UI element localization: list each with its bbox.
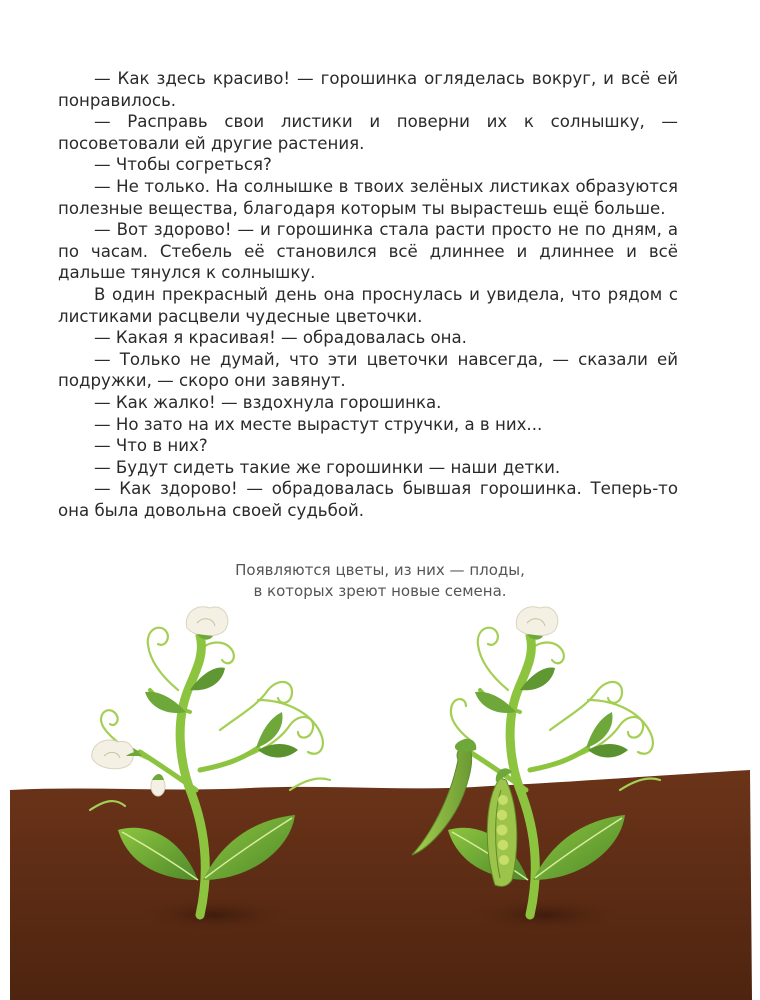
flower: [186, 607, 228, 640]
caption-line: Появляются цветы, из них — плоды,: [235, 561, 525, 579]
flower: [92, 740, 142, 769]
stem: [200, 748, 258, 770]
pea: [499, 855, 509, 865]
pea: [497, 825, 508, 836]
paragraph: — Только не думай, что эти цветочки навсегда, — сказали ей подружки, — скоро они завянут.: [58, 349, 678, 391]
pea: [497, 810, 507, 820]
pea: [498, 840, 508, 850]
paragraph: — Не только. На солнышке в твоих зелёных листиках образуются полезные вещества, благодаря которым ты вырастешь ещё больше.: [58, 176, 678, 218]
paragraph: — Чтобы согреться?: [94, 155, 272, 175]
paragraph: — Как здорово! — обрадовалась бывшая горошинка. Теперь-то она была довольна своей судьбой.: [58, 479, 678, 520]
leaf: [256, 712, 282, 748]
leaf: [586, 712, 612, 748]
paragraph: — Как здесь красиво! — горошинка огляделась вокруг, и всё ей понравилось.: [58, 69, 678, 110]
paragraph: В один прекрасный день она проснулась и увидела, что рядом с листиками расцвели чудесные цветочки.: [58, 284, 678, 326]
tendrils: [90, 628, 330, 810]
paragraph: — Вот здорово! — и горошинка стала расти просто не по дням, а по часам. Стебель её становился всё длиннее и длиннее и всё дальше тянулся к солнышку.: [58, 220, 678, 283]
pea: [498, 795, 508, 805]
paragraph: — Расправь свои листики и поверни их к солнышку, — посоветовали ей другие растения.: [58, 112, 678, 153]
paragraph: — Будут сидеть такие же горошинки — наши детки.: [94, 457, 561, 477]
stem: [530, 748, 588, 770]
caption-line: в которых зреют новые семена.: [253, 582, 507, 600]
paragraph: — Как жалко! — вздохнула горошинка.: [94, 392, 442, 412]
leaf: [258, 744, 298, 758]
paragraph: — Но зато на их месте вырастут стручки, а в них...: [94, 414, 543, 434]
paragraph: — Какая я красивая! — обрадовалась она.: [94, 328, 467, 348]
plant-hole-right: [465, 897, 625, 933]
flower: [516, 607, 558, 640]
leaf: [588, 744, 628, 758]
paragraph: — Что в них?: [94, 436, 208, 456]
flower-bud: [151, 774, 165, 796]
plant-hole-left: [135, 897, 295, 933]
